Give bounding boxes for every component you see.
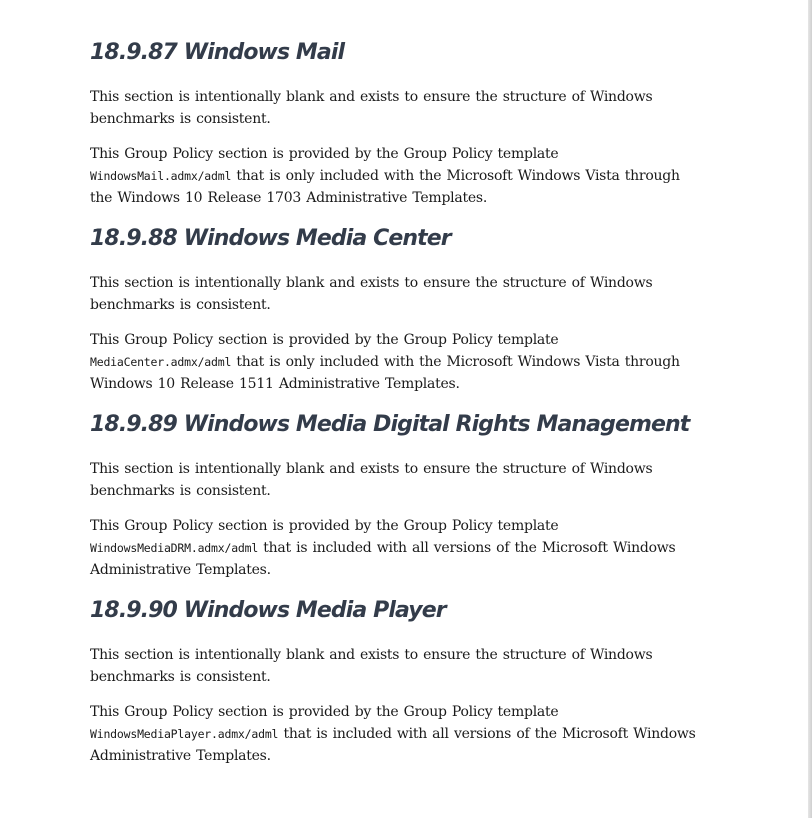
section-heading: 18.9.88 Windows Media Center [90,226,451,251]
section-windows-media-center [90,224,705,395]
template-file-name: MediaCenter.admx/adml [90,355,232,369]
section-template-note [90,701,705,767]
section-intro: This section is intentionally blank and exists to ensure the structure of Windows benchmarks is consistent. [90,461,653,499]
page-edge [808,0,812,818]
section-heading: 18.9.90 Windows Media Player [90,598,446,623]
section-heading: 18.9.89 Windows Media Digital Rights Management [90,412,690,437]
section-heading: 18.9.87 Windows Mail [90,40,345,65]
template-note-lead: This Group Policy section is provided by the Group Policy template [90,518,559,534]
template-note-suffix: that is included with all versions of the Microsoft Windows Administrative Templates. [90,540,676,578]
template-note-lead: This Group Policy section is provided by the Group Policy template [90,146,559,162]
template-file-name: WindowsMediaDRM.admx/adml [90,541,259,555]
template-note-suffix: that is included with all versions of the Microsoft Windows Administrative Templates. [90,726,696,764]
document-body [90,38,705,782]
section-template-note [90,329,705,395]
template-file-name: WindowsMediaPlayer.admx/adml [90,727,279,741]
section-intro: This section is intentionally blank and exists to ensure the structure of Windows benchmarks is consistent. [90,647,653,685]
section-windows-media-player [90,596,705,767]
template-note-suffix: that is only included with the Microsoft Windows Vista through the Windows 10 Release 1703 Administrative Templates. [90,168,680,206]
template-file-name: WindowsMail.admx/adml [90,169,232,183]
section-template-note [90,515,705,581]
section-intro: This section is intentionally blank and exists to ensure the structure of Windows benchmarks is consistent. [90,275,653,313]
section-intro: This section is intentionally blank and exists to ensure the structure of Windows benchmarks is consistent. [90,89,653,127]
template-note-suffix: that is only included with the Microsoft Windows Vista through Windows 10 Release 1511 Administrative Templates. [90,354,680,392]
section-windows-mail [90,38,705,209]
template-note-lead: This Group Policy section is provided by the Group Policy template [90,704,559,720]
section-windows-media-drm [90,410,705,581]
section-template-note [90,143,705,209]
template-note-lead: This Group Policy section is provided by the Group Policy template [90,332,559,348]
